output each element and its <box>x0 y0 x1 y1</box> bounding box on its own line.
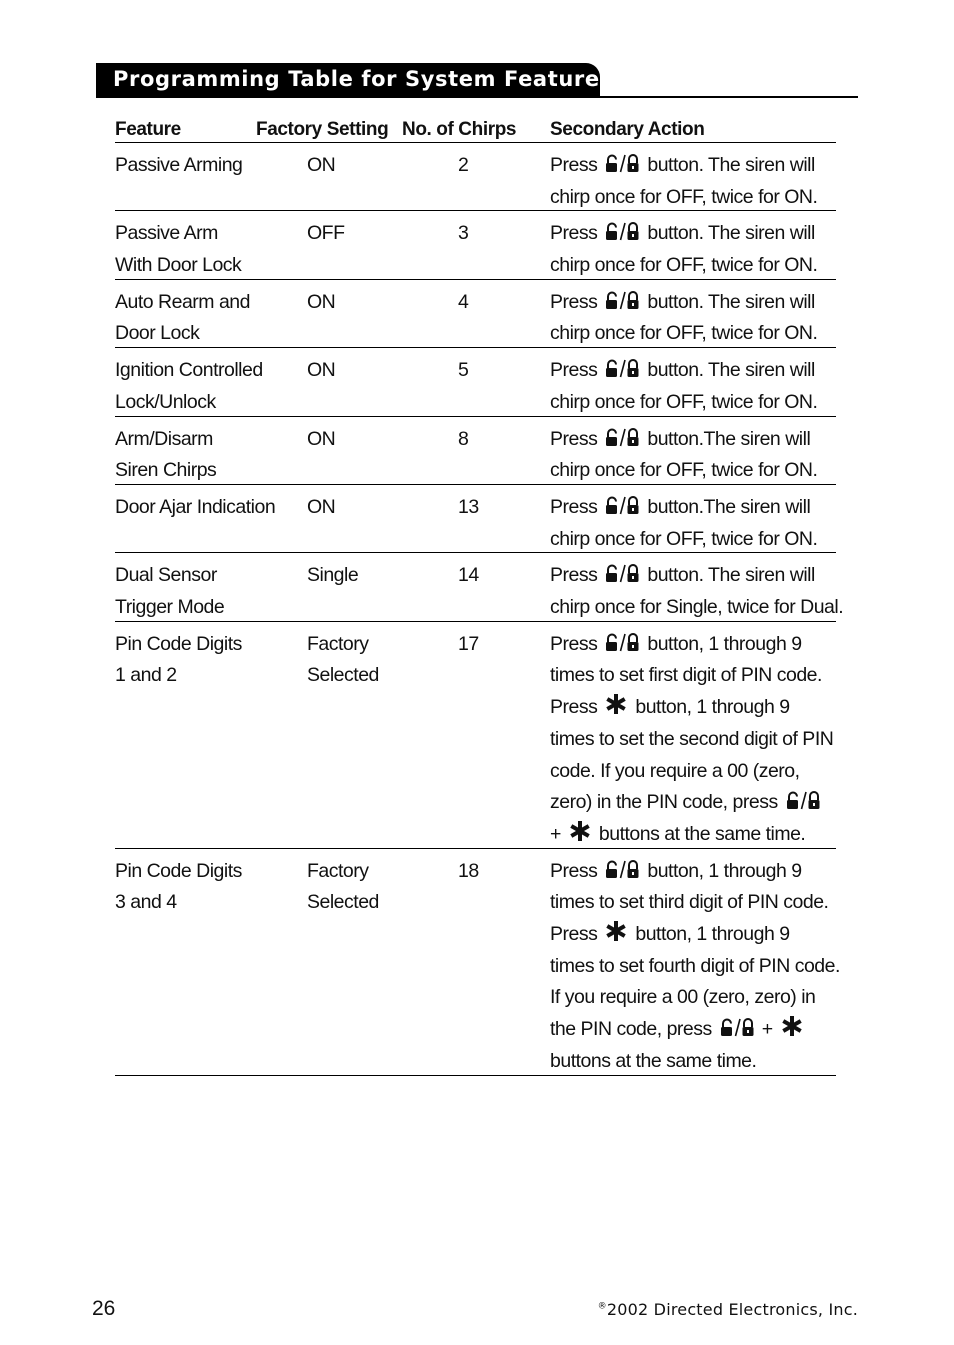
factory-setting-cell-line: Factory <box>307 632 369 655</box>
factory-setting-cell <box>307 492 335 524</box>
lock-unlock-icon <box>605 859 639 879</box>
feature-cell <box>115 150 242 182</box>
action-line <box>550 318 817 350</box>
registered-mark: ® <box>597 1301 607 1312</box>
factory-setting-cell <box>307 424 335 456</box>
action-text: chirp once for OFF, twice for ON. <box>550 185 818 208</box>
action-line <box>550 492 817 524</box>
action-line <box>550 355 817 387</box>
table-row <box>115 211 836 279</box>
lock-unlock-icon <box>605 495 639 515</box>
header-feature: Feature <box>115 119 181 140</box>
factory-setting-cell <box>307 287 335 319</box>
factory-setting-cell-line: Single <box>307 564 359 587</box>
action-text: button.The siren will <box>647 495 811 518</box>
action-text: times to set fourth digit of PIN code. <box>550 954 840 977</box>
secondary-action-cell <box>550 560 843 623</box>
chirps-cell: 17 <box>458 632 479 655</box>
chirps-cell: 2 <box>458 154 469 176</box>
action-text: chirp once for OFF, twice for ON. <box>550 527 818 550</box>
factory-setting-cell-line: Factory <box>307 859 369 882</box>
feature-cell-line: Door Lock <box>115 322 200 345</box>
lock-unlock-icon <box>605 221 639 241</box>
feature-cell-line: 3 and 4 <box>115 891 177 914</box>
action-text: Press <box>550 154 598 176</box>
page-number: 26 <box>92 1297 116 1320</box>
action-line <box>550 919 840 951</box>
feature-cell-line: Siren Chirps <box>115 459 217 482</box>
action-line <box>550 787 833 819</box>
action-text: chirp once for OFF, twice for ON. <box>550 254 818 277</box>
lock-unlock-icon <box>786 790 820 810</box>
feature-cell-line: Dual Sensor <box>115 564 217 587</box>
feature-cell-line: Passive Arm <box>115 222 218 245</box>
action-line <box>550 182 817 214</box>
table-body <box>115 143 844 1076</box>
action-text: button, 1 through 9 <box>647 859 802 882</box>
action-text: Press <box>550 859 598 882</box>
secondary-action-cell <box>550 856 840 1078</box>
feature-cell <box>115 424 216 487</box>
factory-setting-cell-line: OFF <box>307 222 345 245</box>
chirps-cell: 3 <box>458 222 469 245</box>
copyright-notice <box>598 1300 858 1319</box>
copyright-text: 2002 Directed Electronics, Inc. <box>606 1300 858 1319</box>
action-text: button, 1 through 9 <box>647 632 802 655</box>
feature-cell-line: Trigger Mode <box>115 596 225 619</box>
chirps-cell: 14 <box>458 564 479 587</box>
lock-unlock-icon <box>605 290 639 310</box>
action-text: buttons at the same time. <box>598 822 806 845</box>
action-text: chirp once for OFF, twice for ON. <box>550 322 818 345</box>
header-secondary-action: Secondary Action <box>550 119 705 140</box>
feature-cell <box>115 492 275 524</box>
action-line <box>550 629 833 661</box>
feature-cell <box>115 856 242 919</box>
section-title-bar <box>96 63 858 98</box>
action-text: chirp once for Single, twice for Dual. <box>550 596 844 619</box>
asterisk-icon <box>781 1015 803 1037</box>
action-line <box>550 660 833 692</box>
action-line <box>550 524 817 556</box>
asterisk-icon <box>605 920 627 942</box>
action-text: chirp once for OFF, twice for ON. <box>550 390 818 413</box>
action-line <box>550 424 817 456</box>
lock-unlock-icon <box>605 358 639 378</box>
secondary-action-cell <box>550 287 817 350</box>
chirps-cell: 18 <box>458 859 479 882</box>
secondary-action-cell <box>550 424 817 487</box>
action-text: button. The siren will <box>647 154 815 176</box>
action-line <box>550 1046 840 1078</box>
factory-setting-cell <box>307 856 379 919</box>
action-line <box>550 756 833 788</box>
action-line <box>550 724 833 756</box>
header-chirps: No. of Chirps <box>402 119 517 140</box>
action-text: button, 1 through 9 <box>635 923 790 946</box>
factory-setting-cell-line: Selected <box>307 664 379 687</box>
factory-setting-cell-line: ON <box>307 359 336 382</box>
lock-unlock-icon <box>605 153 639 173</box>
action-line <box>550 887 840 919</box>
action-text: zero) in the PIN code, press <box>550 791 778 814</box>
action-text: the PIN code, press <box>550 1018 712 1041</box>
table-header <box>115 117 836 143</box>
action-text: Press <box>550 564 598 587</box>
factory-setting-cell <box>307 355 335 387</box>
feature-cell-line: 1 and 2 <box>115 664 177 687</box>
action-text: button. The siren will <box>647 359 815 382</box>
asterisk-icon <box>569 820 591 842</box>
table-row <box>115 849 840 1076</box>
feature-cell <box>115 560 224 623</box>
features-table <box>115 117 844 1076</box>
action-line <box>550 982 840 1014</box>
action-text: chirp once for OFF, twice for ON. <box>550 459 818 482</box>
factory-setting-cell <box>307 560 358 592</box>
action-line <box>550 218 817 250</box>
asterisk-icon <box>605 693 627 715</box>
action-text: times to set the second digit of PIN <box>550 727 834 750</box>
feature-cell-line: Arm/Disarm <box>115 427 213 450</box>
action-text: Press <box>550 427 598 450</box>
feature-cell-line: Auto Rearm and <box>115 290 250 313</box>
table-row <box>115 280 836 348</box>
factory-setting-cell-line: ON <box>307 154 336 176</box>
action-text: Press <box>550 495 598 518</box>
chirps-cell: 4 <box>458 290 469 313</box>
action-line <box>550 951 840 983</box>
feature-cell-line: Passive Arming <box>115 154 243 176</box>
action-text: Press <box>550 632 598 655</box>
action-text: Press <box>550 923 598 946</box>
table-row <box>115 485 836 553</box>
action-text: button.The siren will <box>647 427 811 450</box>
lock-unlock-icon <box>605 632 639 652</box>
action-text: button. The siren will <box>647 222 815 245</box>
action-text: times to set first digit of PIN code. <box>550 664 822 687</box>
action-text: button, 1 through 9 <box>635 696 790 719</box>
feature-cell-line: Pin Code Digits <box>115 859 242 882</box>
lock-unlock-icon <box>605 563 639 583</box>
page-title: Programming Table for System Features <box>113 67 613 91</box>
table-row <box>115 553 844 621</box>
action-text: button. The siren will <box>647 290 815 313</box>
secondary-action-cell <box>550 150 817 213</box>
feature-cell-line: Pin Code Digits <box>115 632 242 655</box>
feature-cell-line: With Door Lock <box>115 254 242 277</box>
action-text: + <box>761 1018 773 1041</box>
factory-setting-cell <box>307 218 345 250</box>
action-line <box>550 150 817 182</box>
lock-unlock-icon <box>720 1017 754 1037</box>
factory-setting-cell <box>307 150 335 182</box>
feature-cell-line: Door Ajar Indication <box>115 495 276 518</box>
title-tab <box>96 63 613 98</box>
action-text: code. If you require a 00 (zero, <box>550 759 800 782</box>
action-line <box>550 692 833 724</box>
factory-setting-cell-line: ON <box>307 495 336 518</box>
feature-cell-line: Ignition Controlled <box>115 359 263 382</box>
action-text: buttons at the same time. <box>550 1049 757 1072</box>
action-line <box>550 1014 840 1046</box>
action-text: + <box>550 822 561 845</box>
action-text: Press <box>550 359 598 382</box>
feature-cell <box>115 629 242 692</box>
factory-setting-cell-line: Selected <box>307 891 379 914</box>
action-line <box>550 455 817 487</box>
table-row <box>115 622 836 849</box>
table-row <box>115 348 836 416</box>
lock-unlock-icon <box>605 427 639 447</box>
action-line <box>550 387 817 419</box>
factory-setting-cell-line: ON <box>307 290 336 313</box>
chirps-cell: 5 <box>458 359 469 382</box>
chirps-cell: 8 <box>458 427 469 450</box>
feature-cell-line: Lock/Unlock <box>115 390 216 413</box>
action-text: If you require a 00 (zero, zero) in <box>550 986 816 1009</box>
secondary-action-cell <box>550 218 817 281</box>
feature-cell <box>115 287 250 350</box>
action-line <box>550 250 817 282</box>
secondary-action-cell <box>550 629 833 851</box>
feature-cell <box>115 355 263 418</box>
factory-setting-cell-line: ON <box>307 427 336 450</box>
action-line <box>550 592 843 624</box>
factory-setting-cell <box>307 629 379 692</box>
secondary-action-cell <box>550 492 817 555</box>
title-rule <box>600 96 858 98</box>
header-factory-setting: Factory Setting <box>256 119 389 140</box>
action-text: times to set third digit of PIN code. <box>550 891 829 914</box>
action-line <box>550 856 840 888</box>
action-text: Press <box>550 290 598 313</box>
action-text: Press <box>550 696 598 719</box>
action-text: Press <box>550 222 598 245</box>
secondary-action-cell <box>550 355 817 418</box>
feature-cell <box>115 218 241 281</box>
action-text: button. The siren will <box>647 564 815 587</box>
action-line <box>550 287 817 319</box>
table-row <box>115 143 836 211</box>
action-line <box>550 819 833 851</box>
chirps-cell: 13 <box>458 495 479 518</box>
action-line <box>550 560 843 592</box>
table-row <box>115 417 836 485</box>
